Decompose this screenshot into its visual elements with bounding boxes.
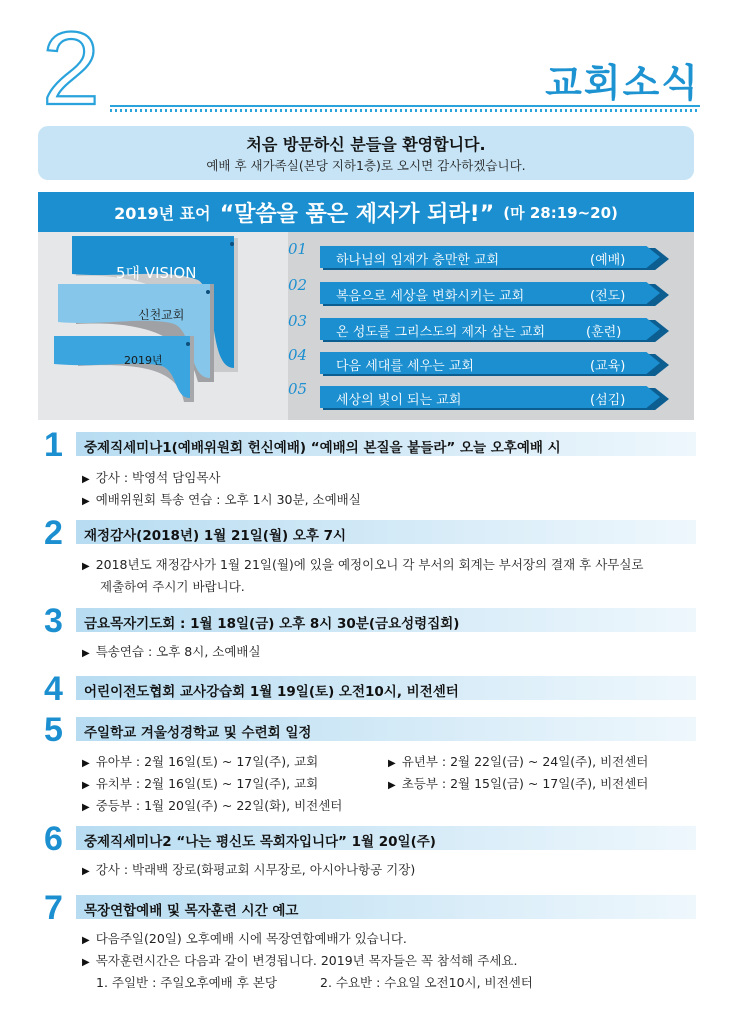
page-number-text: 2 [42, 20, 100, 110]
announcement-title: 목장연합예배 및 목자훈련 시간 예고 [84, 903, 299, 919]
announcement-detail: ▶ 초등부 : 2월 15일(금) ~ 17일(주), 비전센터 [388, 776, 649, 791]
announcement-number: 7 [44, 889, 63, 927]
section-title: 교회소식 [545, 61, 700, 105]
vision-panel [38, 232, 694, 420]
welcome-title: 처음 방문하신 분들을 환영합니다. [246, 135, 486, 154]
bullet-triangle-icon: ▶ [82, 474, 90, 485]
bullet-triangle-icon: ▶ [82, 802, 90, 813]
vision-item-number: 03 [288, 312, 308, 330]
bullet-triangle-icon: ▶ [82, 780, 90, 791]
announcement-title-bar [76, 432, 696, 456]
vision-item [286, 382, 664, 408]
announcement-title-bar [76, 520, 696, 544]
vision-item-text: 온 성도를 그리스도의 제자 삼는 교회 [336, 325, 546, 340]
vision-item [286, 348, 664, 374]
announcement-number: 1 [44, 426, 63, 464]
announcement-title-bar [76, 826, 696, 850]
page-number [40, 20, 120, 110]
vision-item-text: 다음 세대를 세우는 교회 [336, 359, 474, 374]
announcement-detail: ▶ 유치부 : 2월 16일(토) ~ 17일(주), 교회 [82, 776, 319, 791]
vision-item-category: (교육) [590, 359, 626, 374]
announcement-title: 주일학교 겨울성경학교 및 수련회 일정 [84, 725, 312, 741]
vision-item-text: 하나님의 임재가 충만한 교회 [336, 253, 500, 268]
announcement-title-bar [76, 895, 696, 919]
welcome-box [38, 126, 694, 180]
welcome-subtitle: 예배 후 새가족실(본당 지하1층)로 오시면 감사하겠습니다. [206, 158, 526, 173]
announcement-number: 2 [44, 514, 63, 552]
announcement-detail: ▶ 예배위원회 특송 연습 : 오후 1시 30분, 소예배실 [82, 492, 361, 507]
announcement-title: 어린이전도협회 교사강습회 1월 19일(토) 오전10시, 비전센터 [84, 684, 459, 700]
bullet-triangle-icon: ▶ [82, 866, 90, 877]
bullet-triangle-icon: ▶ [82, 957, 90, 968]
bullet-triangle-icon: ▶ [82, 561, 90, 572]
announcement-detail: ▶ 유아부 : 2월 16일(토) ~ 17일(주), 교회 [82, 754, 319, 769]
announcement-title-bar [76, 608, 696, 632]
vision-main-label: 5대 VISION [116, 264, 197, 282]
vision-item-number: 01 [288, 240, 308, 258]
motto-text [38, 197, 694, 228]
vision-flags-graphic [38, 232, 288, 420]
announcement-detail: ▶ 유년부 : 2월 22일(금) ~ 24일(주), 비전센터 [388, 754, 649, 769]
vision-item [286, 314, 664, 340]
announcement-title: 재정감사(2018년) 1월 21일(월) 오후 7시 [84, 528, 347, 544]
announcement-title: 금요목자기도회 : 1월 18일(금) 오후 8시 30분(금요성령집회) [84, 616, 460, 632]
vision-item-number: 05 [288, 380, 308, 398]
announcement-detail: ▶ 특송연습 : 오후 8시, 소예배실 [82, 644, 261, 659]
bullet-triangle-icon: ▶ [82, 758, 90, 769]
motto-banner [38, 192, 694, 232]
announcement-title-bar [76, 676, 696, 700]
vision-church-label: 신천교회 [138, 308, 185, 322]
vision-item-text: 복음으로 세상을 변화시키는 교회 [336, 289, 525, 304]
bullet-triangle-icon: ▶ [82, 648, 90, 659]
bullet-triangle-icon: ▶ [82, 935, 90, 946]
vision-item-category: (예배) [590, 253, 626, 268]
motto-quote: “말씀을 품은 제자가 되라!” [219, 202, 495, 227]
announcement-title-bar [76, 717, 696, 741]
announcement-detail-continuation: 제출하여 주시기 바랍니다. [100, 579, 245, 594]
announcement-detail: ▶ 다음주일(20일) 오후예배 시에 목장연합예배가 있습니다. [82, 931, 407, 946]
bullet-triangle-icon: ▶ [388, 758, 396, 769]
motto-reference: (마 28:19~20) [503, 204, 618, 222]
vision-item [286, 242, 664, 268]
motto-year-label: 2019년 표어 [114, 204, 211, 223]
announcement-detail: ▶ 중등부 : 1월 20일(주) ~ 22일(화), 비전센터 [82, 798, 343, 813]
announcement-number: 4 [44, 670, 63, 708]
schedule-item: 1. 주일반 : 주일오후예배 후 본당 [96, 975, 277, 990]
vision-year-label: 2019년 [124, 354, 163, 367]
announcement-title: 중제직세미나2 “나는 평신도 목회자입니다” 1월 20일(주) [84, 834, 436, 850]
vision-item [286, 278, 664, 304]
vision-item-category: (전도) [590, 289, 626, 304]
header-dotted-divider [110, 109, 700, 112]
vision-item-number: 02 [288, 276, 308, 294]
announcement-detail: ▶ 2018년도 재정감사가 1월 21일(월)에 있을 예정이오니 각 부서의 회계는 부서장의 결재 후 사무실로 [82, 557, 644, 572]
bullet-triangle-icon: ▶ [82, 496, 90, 507]
announcement-number: 5 [44, 711, 63, 749]
vision-item-text: 세상의 빛이 되는 교회 [336, 393, 462, 408]
vision-item-category: (훈련) [586, 325, 622, 340]
schedule-item: 2. 수요반 : 수요일 오전10시, 비전센터 [320, 975, 533, 990]
announcement-number: 3 [44, 602, 63, 640]
announcement-detail: ▶ 강사 : 박래백 장로(화평교회 시무장로, 아시아나항공 기장) [82, 862, 416, 877]
announcement-detail: ▶ 목자훈련시간은 다음과 같이 변경됩니다. 2019년 목자들은 꼭 참석해 주세요. [82, 953, 518, 968]
announcement-number: 6 [44, 820, 63, 858]
vision-item-number: 04 [288, 346, 308, 364]
announcement-detail: ▶ 강사 : 박영석 담임목사 [82, 470, 221, 485]
announcement-title: 중제직세미나1(예배위원회 헌신예배) “예배의 본질을 붙들라” 오늘 오후예배 시 [84, 440, 561, 456]
vision-item-category: (섬김) [590, 393, 626, 408]
bullet-triangle-icon: ▶ [388, 780, 396, 791]
